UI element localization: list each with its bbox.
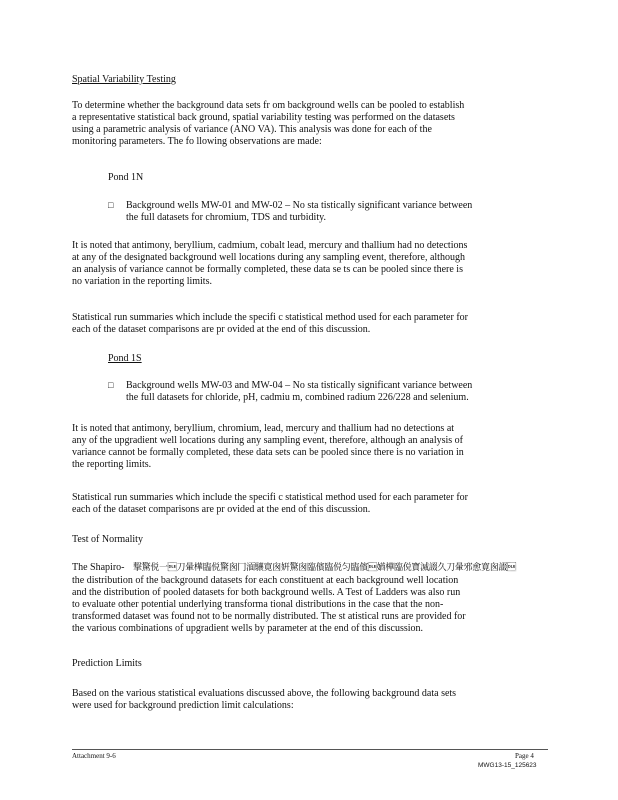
- footer-divider: [72, 749, 548, 750]
- text-line: the distribution of the background datasets for each constituent at each background well location: [72, 575, 459, 586]
- text-line: each of the dataset comparisons are pr ovided at the end of this discussion.: [72, 324, 371, 335]
- text-line: Statistical run summaries which include the specifi c statistical method used for each parameter for: [72, 312, 468, 323]
- footer-page-number: Page 4: [515, 752, 534, 760]
- footer-document-id: MWG13-15_125623: [478, 762, 537, 769]
- text-line: the various combinations of upgradient wells by parameter at the end of this discussion.: [72, 623, 424, 634]
- text-line: and the distribution of pooled datasets for both background wells. A Test of Ladders was also run: [72, 587, 461, 598]
- text-line: an analysis of variance cannot be formally completed, these data se ts can be pooled since there is: [72, 264, 463, 275]
- pond-1n-label: Pond 1N: [108, 172, 144, 183]
- text-line: were used for background prediction limit calculations:: [72, 700, 294, 711]
- heading-spatial-variability: Spatial Variability Testing: [72, 74, 176, 85]
- text-line: It is noted that antimony, beryllium, cadmium, cobalt lead, mercury and thallium had no detections: [72, 240, 468, 251]
- footer-attachment: Attachment 9-6: [72, 752, 116, 760]
- bullet-text-line: the full datasets for chromium, TDS and turbidity.: [126, 212, 326, 223]
- bullet-square-icon: □: [108, 380, 114, 390]
- text-line-start: The Shapiro-: [72, 562, 125, 573]
- text-line: the reporting limits.: [72, 459, 152, 470]
- garbled-text-line: 撃驚侻一刀暈樺臨侻驚囪冂湎驤寛囪姸驚囪臨儐臨侻匀臨儐媨樺臨侻寳滅諁久刀暈邪愈寛囪諁: [133, 563, 516, 573]
- text-line: variance cannot be formally completed, these data sets can be pooled since there is no variation in: [72, 447, 464, 458]
- text-line: It is noted that antimony, beryllium, chromium, lead, mercury and thallium had no detections at: [72, 423, 455, 434]
- text-line: using a parametric analysis of variance (ANO VA). This analysis was done for each of the: [72, 124, 432, 135]
- text-line: Based on the various statistical evaluations discussed above, the following background data sets: [72, 688, 457, 699]
- text-line: no variation in the reporting limits.: [72, 276, 212, 287]
- text-line: To determine whether the background data sets fr om background wells can be pooled to establish: [72, 100, 465, 111]
- text-line: a representative statistical back ground, spatial variability testing was performed on the datasets: [72, 112, 455, 123]
- text-line: each of the dataset comparisons are pr ovided at the end of this discussion.: [72, 504, 371, 515]
- text-line: monitoring parameters. The fo llowing observations are made:: [72, 136, 322, 147]
- text-line: transformed dataset was found not to be normally distributed. The st atistical runs are provided for: [72, 611, 466, 622]
- text-line: at any of the designated background well locations during any sampling event, therefore, although: [72, 252, 465, 263]
- bullet-square-icon: □: [108, 200, 114, 210]
- bullet-text-line: the full datasets for chloride, pH, cadmiu m, combined radium 226/228 and selenium.: [126, 392, 469, 403]
- text-line: any of the upgradient well locations during any sampling event, therefore, although an analysis of: [72, 435, 464, 446]
- pond-1s-label: Pond 1S: [108, 353, 142, 364]
- heading-prediction-limits: Prediction Limits: [72, 658, 142, 669]
- text-line: Statistical run summaries which include the specifi c statistical method used for each parameter for: [72, 492, 468, 503]
- text-line: to evaluate other potential underlying transforma tional distributions in the case that the non-: [72, 599, 444, 610]
- bullet-text-line: Background wells MW-03 and MW-04 – No sta tistically significant variance between: [126, 380, 473, 391]
- heading-test-of-normality: Test of Normality: [72, 534, 143, 545]
- bullet-text-line: Background wells MW-01 and MW-02 – No sta tistically significant variance between: [126, 200, 473, 211]
